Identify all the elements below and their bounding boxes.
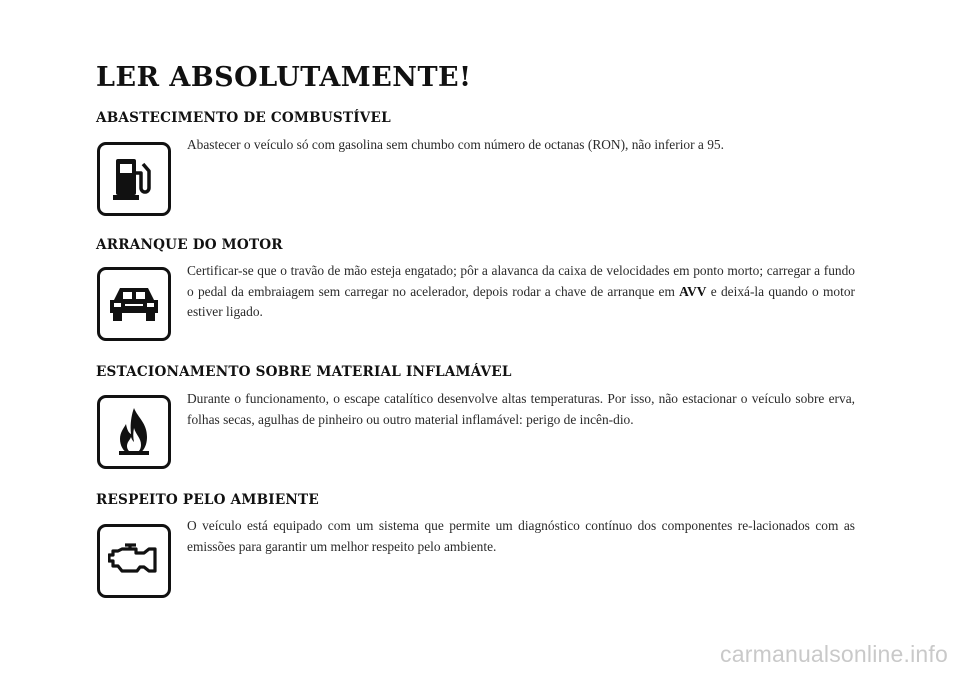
key-position-label: AVV — [679, 283, 707, 299]
watermark: carmanualsonline.info — [720, 641, 948, 667]
section-heading-environment: RESPEITO PELO AMBIENTE — [96, 492, 319, 508]
paragraph-flammable: Durante o funcionamento, o escape catalítico desenvolve altas temperaturas. Por isso, não estacionar o veículo sobre erva, folhas secas, agulhas de pinheiro ou outro material inflamável: perigo de incên-dio. — [187, 391, 855, 427]
flame-icon — [97, 395, 171, 469]
engine-icon — [97, 524, 171, 598]
section-heading-flammable: ESTACIONAMENTO SOBRE MATERIAL INFLAMÁVEL — [96, 364, 512, 380]
paragraph-environment: O veículo está equipado com um sistema que permite um diagnóstico contínuo dos componentes re-lacionados com as emissões para garantir um melhor respeito pelo ambiente. — [187, 518, 855, 554]
section-heading-fuel: ABASTECIMENTO DE COMBUSTÍVEL — [96, 110, 391, 126]
fuel-pump-icon — [97, 142, 171, 216]
car-icon — [97, 267, 171, 341]
page-title: LER ABSOLUTAMENTE! — [96, 62, 472, 93]
paragraph-engine-start: Certificar-se que o travão de mão esteja engatado; pôr a alavanca da caixa de velocidades em ponto morto; carregar a fundo o pedal da embraiagem sem carregar no acelerador, depois rodar a chave de arranque em AVV e deixá-la quando o motor estiver ligado. — [187, 263, 855, 319]
paragraph-fuel: Abastecer o veículo só com gasolina sem chumbo com número de octanas (RON), não inferior a 95. — [187, 137, 724, 152]
section-heading-engine-start: ARRANQUE DO MOTOR — [96, 237, 283, 253]
